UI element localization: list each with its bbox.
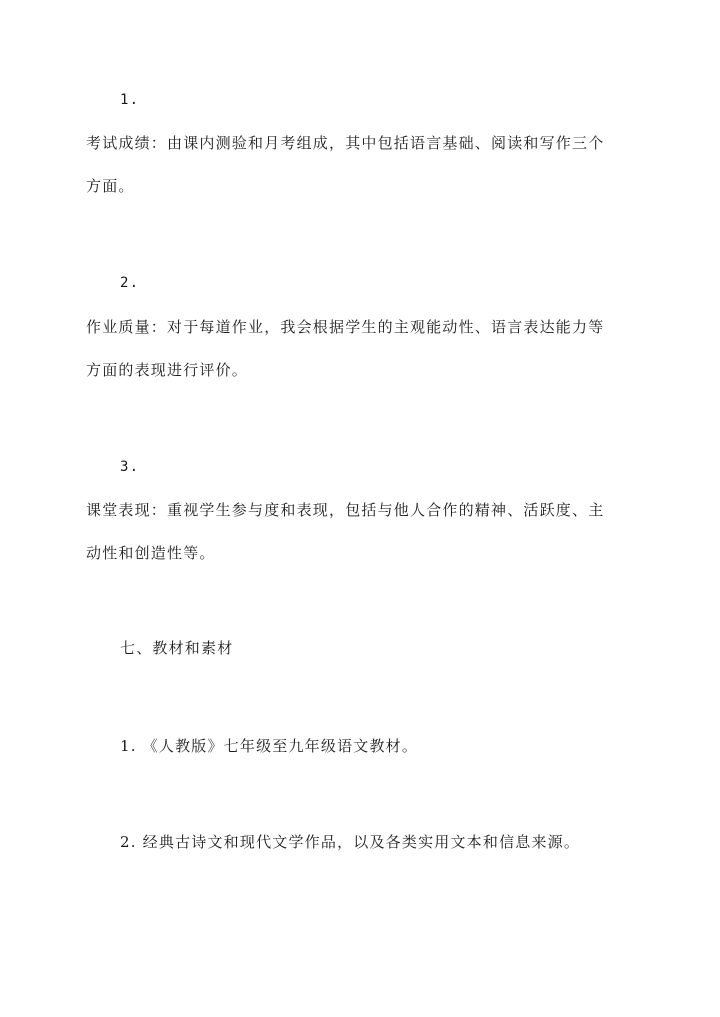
section-1-number: 1.	[120, 92, 140, 108]
section-1-text-line-1: 考试成绩：由课内测验和月考组成，其中包括语言基础、阅读和写作三个	[86, 134, 605, 152]
section-3-text-line-2: 动性和创造性等。	[86, 544, 216, 562]
section-2-number: 2.	[120, 275, 140, 291]
section-2-text-line-2: 方面的表现进行评价。	[86, 361, 249, 379]
material-item-1: 1. 《人教版》七年级至九年级语文教材。	[120, 737, 419, 755]
section-2-text-line-1: 作业质量：对于每道作业，我会根据学生的主观能动性、语言表达能力等	[86, 318, 605, 336]
material-item-2: 2. 经典古诗文和现代文学作品，以及各类实用文本和信息来源。	[120, 833, 581, 851]
section-1-text-line-2: 方面。	[86, 177, 135, 195]
section-3-number: 3.	[120, 459, 140, 475]
section-3-text-line-1: 课堂表现：重视学生参与度和表现，包括与他人合作的精神、活跃度、主	[86, 501, 605, 519]
section-heading: 七、教材和素材	[120, 639, 234, 657]
